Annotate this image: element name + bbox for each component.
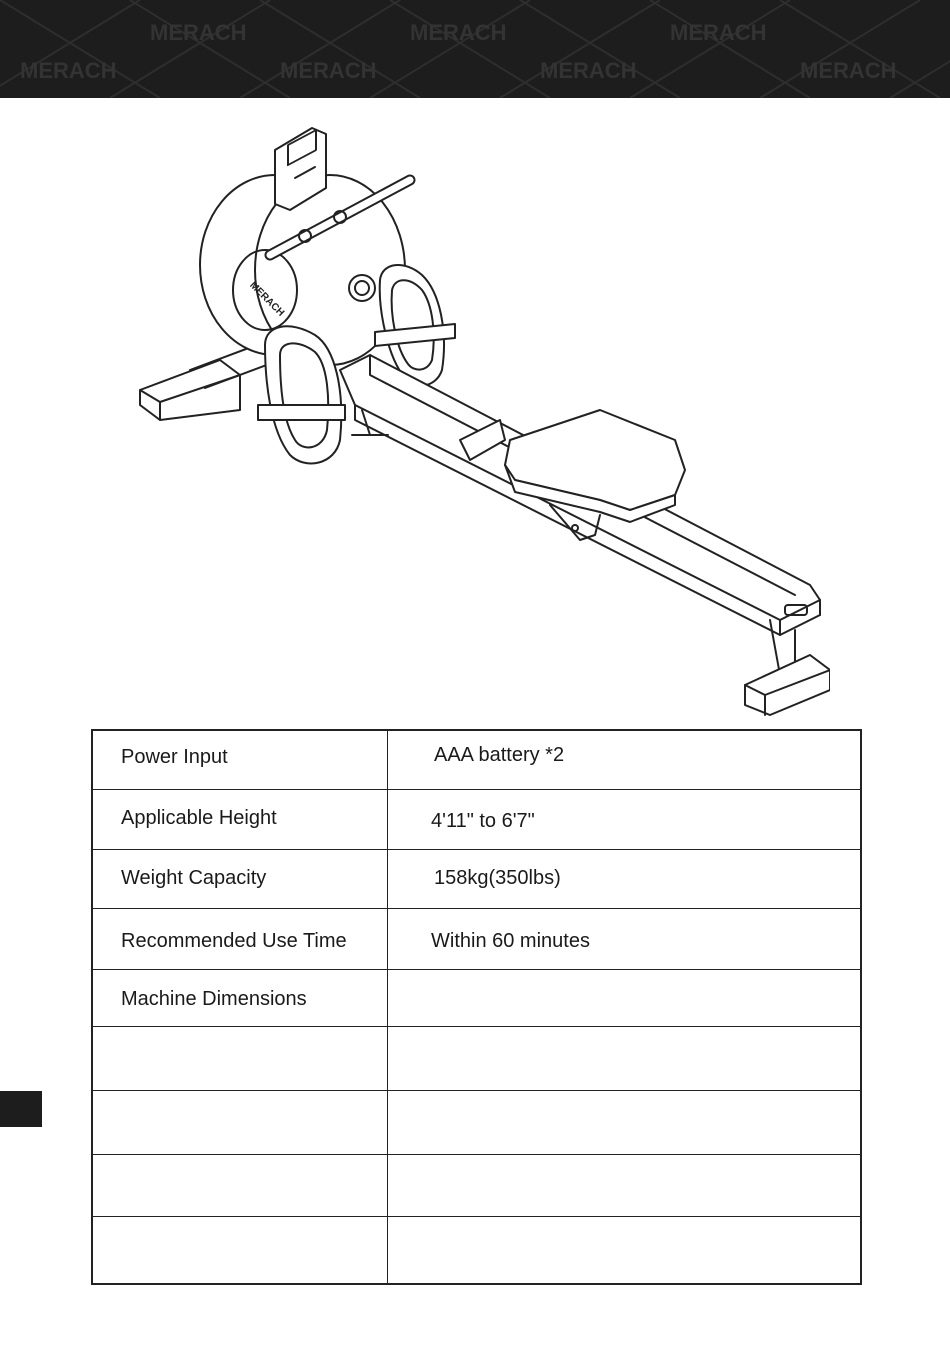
table-row — [93, 1155, 860, 1217]
spec-label: Applicable Height — [121, 807, 277, 829]
watermark-text: MERACH — [800, 58, 897, 83]
spec-value: 158kg(350lbs) — [434, 867, 561, 889]
table-row — [93, 1091, 860, 1155]
spec-value: Within 60 minutes — [431, 930, 590, 952]
watermark-text: MERACH — [410, 20, 507, 45]
table-row — [93, 1027, 860, 1091]
header-banner — [0, 0, 950, 98]
spec-value: AAA battery *2 — [434, 744, 565, 766]
table-row — [93, 731, 860, 790]
watermark-text: MERACH — [670, 20, 767, 45]
table-row — [93, 909, 860, 970]
spec-label: Weight Capacity — [121, 867, 267, 889]
spec-label: Machine Dimensions — [121, 988, 307, 1010]
table-row — [93, 850, 860, 909]
table-row — [93, 970, 860, 1027]
watermark-text: MERACH — [280, 58, 377, 83]
spec-label: Recommended Use Time — [121, 930, 347, 952]
watermark-text: MERACH — [20, 58, 117, 83]
brand-pattern — [0, 0, 950, 98]
spec-label: Power Input — [121, 746, 228, 768]
table-row — [93, 790, 860, 850]
watermark-text: MERACH — [540, 58, 637, 83]
watermark-text: MERACH — [150, 20, 247, 45]
spec-value: 4'11" to 6'7" — [431, 810, 535, 832]
rowing-machine-illustration — [130, 120, 830, 720]
figure-logo: MERACH — [247, 279, 287, 319]
page-tab-marker — [0, 1091, 42, 1127]
specifications-table — [91, 729, 862, 1285]
table-row — [93, 1217, 860, 1283]
